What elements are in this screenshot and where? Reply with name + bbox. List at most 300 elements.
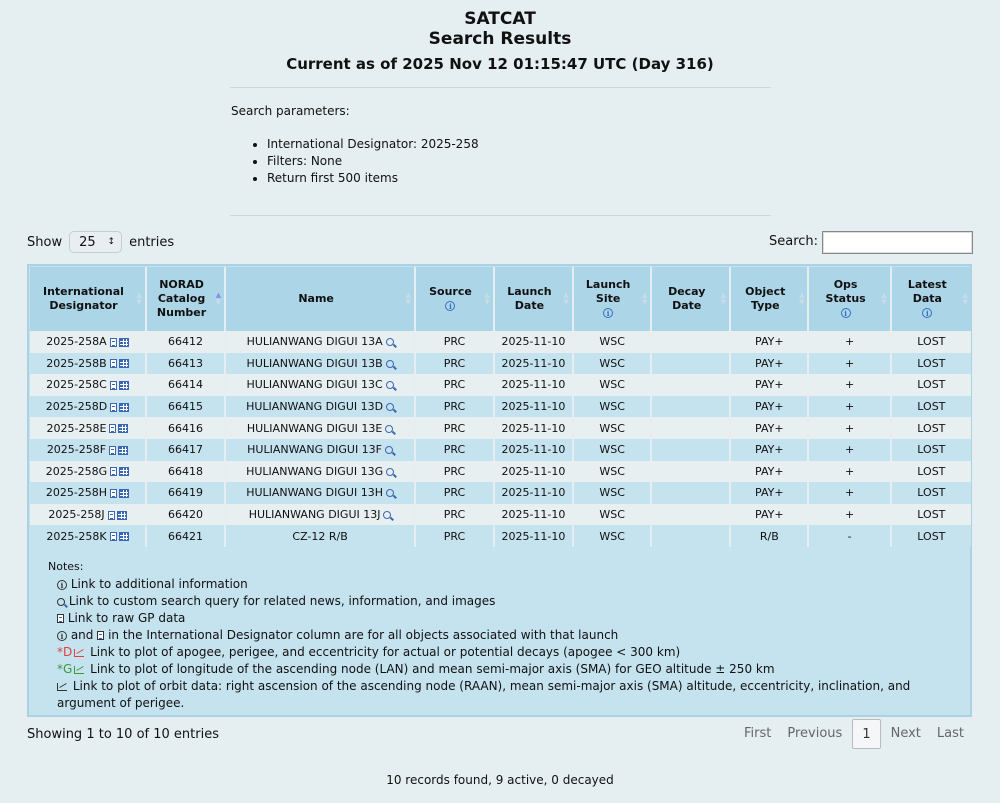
cell-text: 66413	[168, 356, 204, 370]
cell-launch	[494, 525, 573, 547]
cell-text: 2025-258A	[46, 335, 107, 349]
table-icon[interactable]	[119, 532, 129, 541]
cell-text: 66418	[168, 464, 204, 478]
cell-decay	[651, 374, 730, 396]
column-header-label: Decay Date	[668, 285, 706, 312]
cell-text: -	[847, 529, 852, 543]
geo-prefix: *G	[57, 662, 73, 676]
search-icon[interactable]	[385, 425, 393, 433]
table-info: Showing 1 to 10 of 10 entries	[27, 727, 219, 742]
table-icon[interactable]	[119, 489, 129, 498]
info-icon[interactable]: i	[841, 308, 851, 318]
cell-site	[573, 417, 651, 439]
note-designator	[48, 627, 970, 644]
sort-icon: ▲ ▼	[405, 291, 412, 306]
cell-text: CZ-12 R/B	[292, 529, 348, 543]
chevron-updown-icon: ↕	[107, 237, 116, 247]
cell-text: 2025-258C	[46, 378, 107, 392]
cell-text: LOST	[917, 486, 946, 500]
notes-section	[48, 558, 970, 712]
cell-source	[415, 331, 494, 353]
note-text: Link to plot of orbit data: right ascension of the ascending node (RAAN), mean semi-major axis (SMA) altitude, eccentricity, inclination, and argument of perigee.	[57, 679, 911, 710]
note-text: Link to additional information	[70, 577, 248, 591]
cell-site	[573, 525, 651, 547]
cell-text: HULIANWANG DIGUI 13A	[246, 335, 383, 349]
cell-text: 2025-258E	[46, 421, 107, 435]
cell-type	[730, 331, 808, 353]
page-title: SATCAT	[464, 9, 536, 29]
cell-data	[891, 525, 971, 547]
info-icon[interactable]: i	[922, 308, 932, 318]
previous-button[interactable]: Previous	[787, 726, 843, 741]
pagination	[736, 719, 972, 749]
cell-name[interactable]	[225, 396, 415, 418]
cell-decay	[651, 482, 730, 504]
cell-text: 2025-11-10	[501, 486, 566, 500]
table-row	[30, 482, 971, 504]
info-icon[interactable]: i	[603, 308, 613, 318]
cell-data	[891, 482, 971, 504]
sort-icon: ▲ ▼	[215, 291, 222, 306]
cell-data	[891, 461, 971, 483]
cell-type	[730, 461, 808, 483]
cell-norad	[146, 504, 225, 526]
document-icon[interactable]	[110, 381, 117, 390]
search-icon[interactable]	[386, 338, 394, 346]
info-icon[interactable]: i	[445, 301, 455, 311]
cell-source	[415, 461, 494, 483]
sort-icon: ▲ ▼	[136, 291, 142, 306]
column-header-label: Object Type	[745, 285, 786, 312]
note-decay	[48, 644, 970, 661]
cell-text: 66419	[168, 486, 204, 500]
cell-type	[730, 439, 808, 461]
table-icon[interactable]	[119, 403, 129, 412]
column-header-label: Latest Data	[907, 278, 947, 305]
current-as-of: Current as of 2025 Nov 12 01:15:47 UTC (Day 316)	[286, 55, 714, 73]
search-icon[interactable]	[385, 446, 393, 454]
cell-text: 2025-11-10	[501, 378, 566, 392]
cell-norad	[146, 374, 225, 396]
cell-norad	[146, 439, 225, 461]
cell-text: 2025-258J	[48, 508, 105, 522]
cell-text: 2025-11-10	[501, 508, 566, 522]
cell-text: 2025-11-10	[501, 421, 566, 435]
cell-text: PAY+	[755, 508, 784, 522]
column-header[interactable]	[146, 267, 225, 331]
cell-text: WSC	[599, 378, 625, 392]
chart-icon	[57, 683, 67, 691]
search-icon[interactable]	[386, 381, 394, 389]
column-header-label: NORAD Catalog Number	[156, 278, 207, 319]
cell-launch	[494, 417, 573, 439]
cell-text: 66412	[168, 335, 204, 349]
cell-text: 2025-11-10	[501, 400, 566, 414]
cell-text: LOST	[917, 335, 946, 349]
column-header-label: Ops Status	[825, 278, 866, 305]
cell-launch	[494, 439, 573, 461]
sort-icon: ▲ ▼	[720, 291, 727, 306]
cell-ops	[808, 461, 890, 483]
note-text: and	[70, 628, 94, 642]
note-text: in the International Designator column are for all objects associated with that launch	[108, 628, 619, 642]
cell-data	[891, 439, 971, 461]
note-text: Link to raw GP data	[67, 611, 186, 625]
column-header-label: Launch Date	[507, 285, 552, 312]
table-icon[interactable]	[119, 359, 129, 368]
column-header-label: Source	[429, 285, 472, 298]
table-icon[interactable]	[119, 338, 129, 347]
cell-text: PAY+	[755, 356, 784, 370]
results-table-container	[27, 264, 972, 717]
cell-data	[891, 353, 971, 375]
column-header[interactable]	[30, 267, 146, 331]
note-geo	[48, 661, 970, 678]
cell-text: WSC	[599, 464, 625, 478]
cell-launch	[494, 482, 573, 504]
entries-label: entries	[129, 234, 175, 250]
info-icon: i	[57, 580, 67, 590]
note-orbit	[48, 678, 970, 712]
divider	[230, 215, 771, 216]
cell-text: 2025-258F	[46, 443, 107, 457]
cell-intl[interactable]	[30, 504, 146, 526]
table-icon[interactable]	[117, 511, 127, 520]
cell-site	[573, 374, 651, 396]
table-row	[30, 504, 971, 526]
cell-decay	[651, 353, 730, 375]
cell-ops	[808, 504, 890, 526]
search-icon[interactable]	[386, 403, 394, 411]
page-button-current[interactable]: 1	[852, 719, 880, 749]
cell-type	[730, 353, 808, 375]
cell-text: PAY+	[755, 443, 784, 457]
cell-name[interactable]	[225, 525, 415, 547]
cell-text: WSC	[599, 508, 625, 522]
sort-icon: ▲ ▼	[641, 291, 648, 306]
cell-text: 66416	[168, 421, 204, 435]
cell-launch	[494, 504, 573, 526]
divider	[230, 87, 771, 88]
sort-icon: ▲ ▼	[962, 291, 968, 306]
chart-icon	[74, 649, 84, 657]
column-header-label: International Designator	[42, 285, 124, 312]
cell-norad	[146, 525, 225, 547]
cell-ops	[808, 353, 890, 375]
cell-text: PRC	[443, 378, 466, 392]
column-header[interactable]	[730, 267, 808, 331]
cell-data	[891, 396, 971, 418]
cell-text: 66415	[168, 400, 204, 414]
cell-ops	[808, 482, 890, 504]
cell-intl[interactable]	[30, 525, 146, 547]
sort-icon: ▲ ▼	[799, 291, 805, 306]
cell-intl[interactable]	[30, 353, 146, 375]
cell-intl[interactable]	[30, 417, 146, 439]
entries-value: 25	[79, 234, 96, 250]
cell-text: 2025-258G	[45, 464, 108, 478]
cell-text: LOST	[917, 421, 946, 435]
cell-norad	[146, 353, 225, 375]
cell-text: HULIANWANG DIGUI 13D	[246, 400, 384, 414]
page-subtitle: Search Results	[428, 29, 572, 49]
table-row	[30, 353, 971, 375]
cell-name[interactable]	[225, 353, 415, 375]
cell-text: LOST	[917, 400, 946, 414]
search-icon[interactable]	[386, 468, 394, 476]
column-header[interactable]	[891, 267, 971, 331]
cell-text: PRC	[443, 443, 466, 457]
cell-text: +	[844, 486, 855, 500]
cell-text: PAY+	[755, 400, 784, 414]
cell-text: LOST	[917, 356, 946, 370]
param-item: • Filters: None	[267, 153, 479, 170]
last-button[interactable]: Last	[936, 726, 964, 741]
search-label: Search:	[769, 234, 819, 249]
results-table	[30, 267, 971, 547]
entries-select[interactable]	[69, 231, 122, 253]
cell-text: R/B	[759, 529, 779, 543]
cell-site	[573, 396, 651, 418]
cell-text: +	[844, 335, 855, 349]
cell-text: PRC	[443, 464, 466, 478]
table-row	[30, 439, 971, 461]
cell-launch	[494, 374, 573, 396]
cell-ops	[808, 439, 890, 461]
document-icon[interactable]	[108, 511, 115, 520]
cell-text: PAY+	[755, 421, 784, 435]
cell-text: WSC	[599, 486, 625, 500]
cell-data	[891, 504, 971, 526]
cell-text: 66417	[168, 443, 204, 457]
table-icon[interactable]	[118, 424, 128, 433]
note-text: Link to plot of longitude of the ascending node (LAN) and mean semi-major axis (SMA) for GEO altitude ± 250 km	[90, 662, 775, 676]
cell-text: +	[844, 464, 855, 478]
cell-data	[891, 417, 971, 439]
cell-intl[interactable]	[30, 482, 146, 504]
cell-text: PRC	[443, 486, 466, 500]
cell-source	[415, 525, 494, 547]
document-icon[interactable]	[110, 338, 117, 347]
document-icon	[57, 614, 64, 623]
document-icon[interactable]	[110, 403, 117, 412]
document-icon[interactable]	[109, 424, 116, 433]
cell-source	[415, 504, 494, 526]
cell-text: HULIANWANG DIGUI 13J	[248, 508, 381, 522]
cell-name[interactable]	[225, 374, 415, 396]
search-icon	[57, 598, 65, 606]
cell-launch	[494, 353, 573, 375]
cell-norad	[146, 417, 225, 439]
document-icon[interactable]	[110, 467, 117, 476]
cell-name[interactable]	[225, 417, 415, 439]
cell-text: PRC	[443, 400, 466, 414]
cell-text: 2025-258D	[45, 400, 108, 414]
cell-intl[interactable]	[30, 331, 146, 353]
decay-prefix: *D	[57, 645, 73, 659]
cell-name[interactable]	[225, 439, 415, 461]
cell-type	[730, 417, 808, 439]
cell-text: WSC	[599, 421, 625, 435]
show-label: Show	[27, 234, 63, 250]
cell-text: HULIANWANG DIGUI 13B	[246, 356, 383, 370]
column-header[interactable]	[494, 267, 573, 331]
cell-site	[573, 331, 651, 353]
cell-name[interactable]	[225, 331, 415, 353]
cell-site	[573, 482, 651, 504]
cell-type	[730, 504, 808, 526]
cell-text: LOST	[917, 508, 946, 522]
cell-text: PAY+	[755, 464, 784, 478]
cell-text: 2025-11-10	[501, 335, 566, 349]
table-row	[30, 396, 971, 418]
column-header[interactable]	[225, 267, 415, 331]
cell-source	[415, 439, 494, 461]
cell-text: HULIANWANG DIGUI 13G	[246, 464, 384, 478]
column-header-label: Name	[298, 292, 334, 305]
note-info	[48, 576, 970, 593]
sort-icon: ▲ ▼	[881, 291, 887, 306]
cell-text: +	[844, 356, 855, 370]
cell-ops	[808, 525, 890, 547]
cell-decay	[651, 439, 730, 461]
table-row	[30, 417, 971, 439]
cell-launch	[494, 461, 573, 483]
document-icon[interactable]	[110, 359, 117, 368]
cell-type	[730, 525, 808, 547]
cell-text: WSC	[599, 529, 625, 543]
cell-launch	[494, 396, 573, 418]
cell-text: 2025-258H	[45, 486, 108, 500]
cell-text: 2025-11-10	[501, 464, 566, 478]
cell-type	[730, 396, 808, 418]
cell-intl[interactable]	[30, 396, 146, 418]
cell-intl[interactable]	[30, 374, 146, 396]
cell-intl[interactable]	[30, 439, 146, 461]
cell-text: WSC	[599, 443, 625, 457]
entries-length-control	[27, 231, 174, 253]
cell-text: PRC	[443, 508, 466, 522]
table-icon[interactable]	[119, 381, 129, 390]
cell-text: +	[844, 443, 855, 457]
cell-text: +	[844, 400, 855, 414]
cell-ops	[808, 331, 890, 353]
cell-source	[415, 396, 494, 418]
cell-source	[415, 353, 494, 375]
first-button[interactable]: First	[744, 726, 772, 741]
cell-text: HULIANWANG DIGUI 13H	[246, 486, 383, 500]
column-header-label: Launch Site	[585, 278, 631, 305]
chart-icon	[74, 666, 84, 674]
sort-icon: ▲ ▼	[563, 291, 569, 306]
cell-decay	[651, 331, 730, 353]
cell-name[interactable]	[225, 504, 415, 526]
cell-text: LOST	[917, 378, 946, 392]
search-parameters-list	[249, 136, 479, 187]
cell-text: 2025-258K	[46, 529, 107, 543]
search-icon[interactable]	[383, 511, 391, 519]
search-icon[interactable]	[386, 360, 394, 368]
cell-source	[415, 374, 494, 396]
table-icon[interactable]	[119, 467, 129, 476]
table-row	[30, 525, 971, 547]
cell-norad	[146, 396, 225, 418]
cell-source	[415, 417, 494, 439]
column-header[interactable]	[651, 267, 730, 331]
cell-norad	[146, 461, 225, 483]
cell-text: 66421	[168, 529, 204, 543]
info-icon: i	[57, 631, 67, 641]
cell-text: PRC	[443, 529, 466, 543]
cell-norad	[146, 482, 225, 504]
cell-text: HULIANWANG DIGUI 13C	[246, 378, 383, 392]
cell-text: WSC	[599, 335, 625, 349]
cell-launch	[494, 331, 573, 353]
cell-site	[573, 353, 651, 375]
cell-text: WSC	[599, 400, 625, 414]
document-icon	[97, 631, 104, 640]
note-text: Link to custom search query for related news, information, and images	[68, 594, 496, 608]
note-text: Link to plot of apogee, perigee, and eccentricity for actual or potential decays (apogee < 300 km)	[90, 645, 681, 659]
cell-text: PRC	[443, 356, 466, 370]
cell-ops	[808, 374, 890, 396]
cell-decay	[651, 525, 730, 547]
column-header[interactable]	[415, 267, 494, 331]
cell-text: PAY+	[755, 378, 784, 392]
cell-text: LOST	[917, 464, 946, 478]
cell-site	[573, 504, 651, 526]
table-body	[30, 331, 971, 547]
cell-source	[415, 482, 494, 504]
cell-text: +	[844, 508, 855, 522]
column-header[interactable]	[573, 267, 651, 331]
note-gp	[48, 610, 970, 627]
cell-intl[interactable]	[30, 461, 146, 483]
cell-text: +	[844, 378, 855, 392]
cell-decay	[651, 417, 730, 439]
cell-text: PAY+	[755, 335, 784, 349]
cell-text: 2025-11-10	[501, 443, 566, 457]
cell-ops	[808, 417, 890, 439]
cell-type	[730, 374, 808, 396]
cell-text: LOST	[917, 529, 946, 543]
cell-text: PRC	[443, 421, 466, 435]
table-icon[interactable]	[118, 446, 128, 455]
next-button[interactable]: Next	[890, 726, 921, 741]
cell-name[interactable]	[225, 482, 415, 504]
cell-text: PRC	[443, 335, 466, 349]
param-item: • Return first 500 items	[267, 170, 479, 187]
cell-ops	[808, 396, 890, 418]
cell-text: WSC	[599, 356, 625, 370]
search-input[interactable]	[822, 231, 973, 254]
document-icon[interactable]	[110, 532, 117, 541]
column-header[interactable]	[808, 267, 890, 331]
cell-type	[730, 482, 808, 504]
table-header-row	[30, 267, 971, 331]
search-icon[interactable]	[386, 489, 394, 497]
cell-text: HULIANWANG DIGUI 13F	[247, 443, 383, 457]
table-row	[30, 374, 971, 396]
cell-norad	[146, 331, 225, 353]
document-icon[interactable]	[109, 446, 116, 455]
cell-site	[573, 439, 651, 461]
cell-text: HULIANWANG DIGUI 13E	[246, 421, 383, 435]
document-icon[interactable]	[110, 489, 117, 498]
cell-text: 2025-11-10	[501, 529, 566, 543]
cell-name[interactable]	[225, 461, 415, 483]
cell-text: +	[844, 421, 855, 435]
